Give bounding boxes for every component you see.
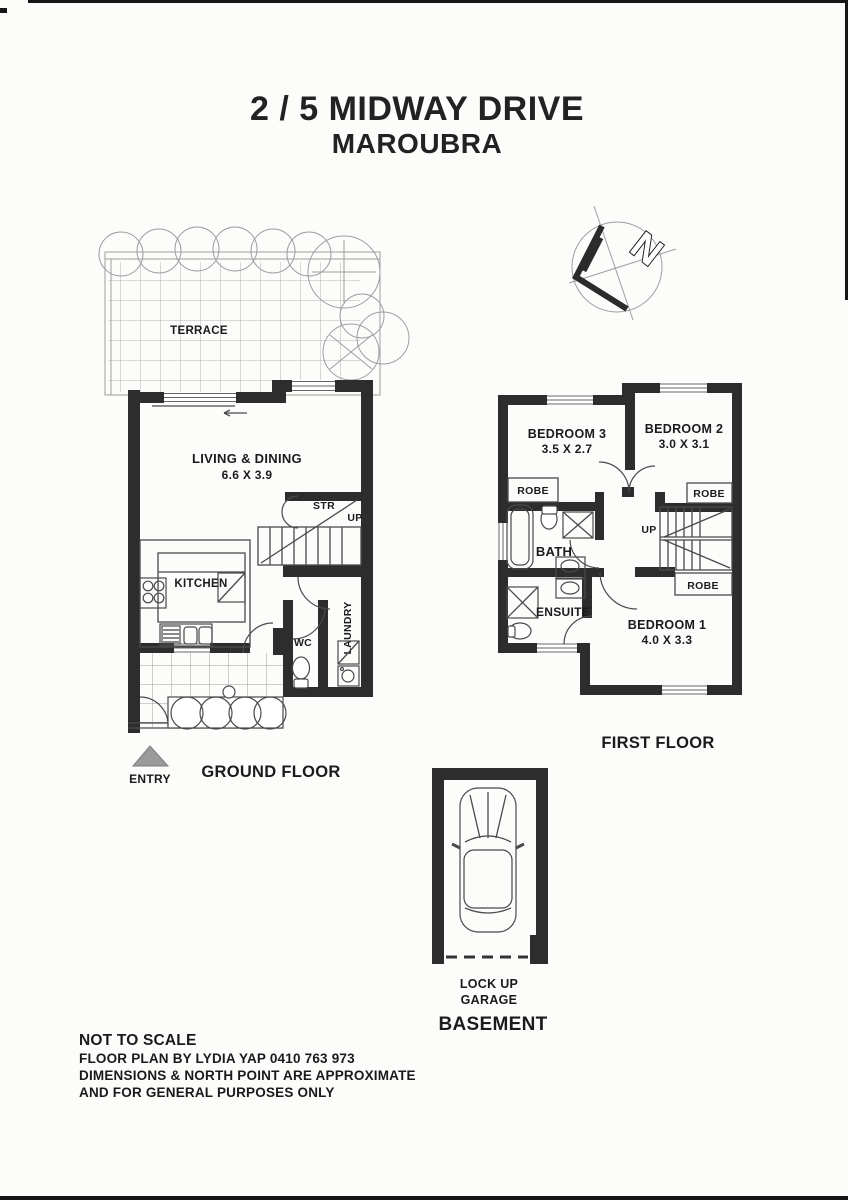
ground-floor-stairs	[258, 496, 363, 565]
ensuite-label: ENSUITE	[535, 605, 591, 619]
living-dining-dims: 6.6 X 3.9	[221, 468, 273, 482]
property-suburb: MAROUBRA	[331, 128, 503, 159]
stair-label: STR	[313, 500, 335, 512]
robe-label-bed2: ROBE	[693, 488, 725, 500]
bedroom2-label: BEDROOM 2	[644, 422, 724, 436]
robe-label-bed3: ROBE	[517, 485, 549, 497]
ground-floor-windows	[152, 380, 335, 653]
garage-label-line1: LOCK UP	[459, 977, 519, 991]
disclaimer-line1: DIMENSIONS & NORTH POINT ARE APPROXIMATE	[79, 1068, 416, 1083]
north-compass-icon	[569, 206, 676, 320]
terrace-area	[99, 227, 409, 395]
courtyard-area	[128, 623, 286, 729]
garage-label-line2: GARAGE	[460, 993, 518, 1007]
first-floor-stairs	[641, 507, 732, 570]
laundry-label: LAUNDRY	[342, 601, 354, 655]
car-icon	[452, 788, 524, 932]
entry-label: ENTRY	[129, 772, 171, 786]
first-floor-caption: FIRST FLOOR	[601, 734, 715, 752]
bath-label: BATH	[535, 544, 573, 559]
basement-caption: BASEMENT	[438, 1014, 548, 1035]
not-to-scale-note: NOT TO SCALE	[79, 1032, 197, 1049]
wc-label: WC	[293, 637, 313, 649]
property-address: 2 / 5 MIDWAY DRIVE	[250, 90, 584, 128]
living-dining-label: LIVING & DINING	[192, 451, 302, 466]
ground-floor-plan	[99, 227, 409, 786]
compass-north-label: N	[622, 224, 671, 275]
basement-walls	[432, 768, 548, 964]
bedroom1-door	[600, 572, 637, 609]
bedroom1-label: BEDROOM 1	[627, 618, 707, 632]
bedroom2-dims: 3.0 X 3.1	[658, 437, 710, 451]
bath-area	[507, 505, 599, 598]
kitchen-label: KITCHEN	[174, 578, 228, 590]
terrace-label: TERRACE	[170, 325, 228, 337]
toilet-icon	[293, 657, 310, 679]
disclaimer-line2: AND FOR GENERAL PURPOSES ONLY	[79, 1085, 335, 1100]
entry-arrow-icon	[133, 746, 168, 766]
ground-floor-caption: GROUND FLOOR	[201, 763, 341, 781]
author-credit: FLOOR PLAN BY LYDIA YAP 0410 763 973	[79, 1051, 355, 1066]
disclaimer-footer	[79, 1032, 416, 1101]
ground-up-label: UP	[347, 512, 363, 524]
first-up-label: UP	[641, 524, 657, 536]
kitchen-area	[140, 540, 250, 647]
basement-plan	[432, 768, 548, 1035]
ensuite-area	[507, 587, 592, 644]
robe-label-bed1: ROBE	[687, 580, 719, 592]
bedroom3-dims: 3.5 X 2.7	[541, 442, 593, 456]
laundry-tub-icon	[338, 666, 359, 686]
bedroom1-dims: 4.0 X 3.3	[641, 633, 693, 647]
planter-box	[168, 697, 283, 728]
bedroom3-label: BEDROOM 3	[527, 427, 607, 441]
first-floor-plan	[498, 383, 742, 752]
